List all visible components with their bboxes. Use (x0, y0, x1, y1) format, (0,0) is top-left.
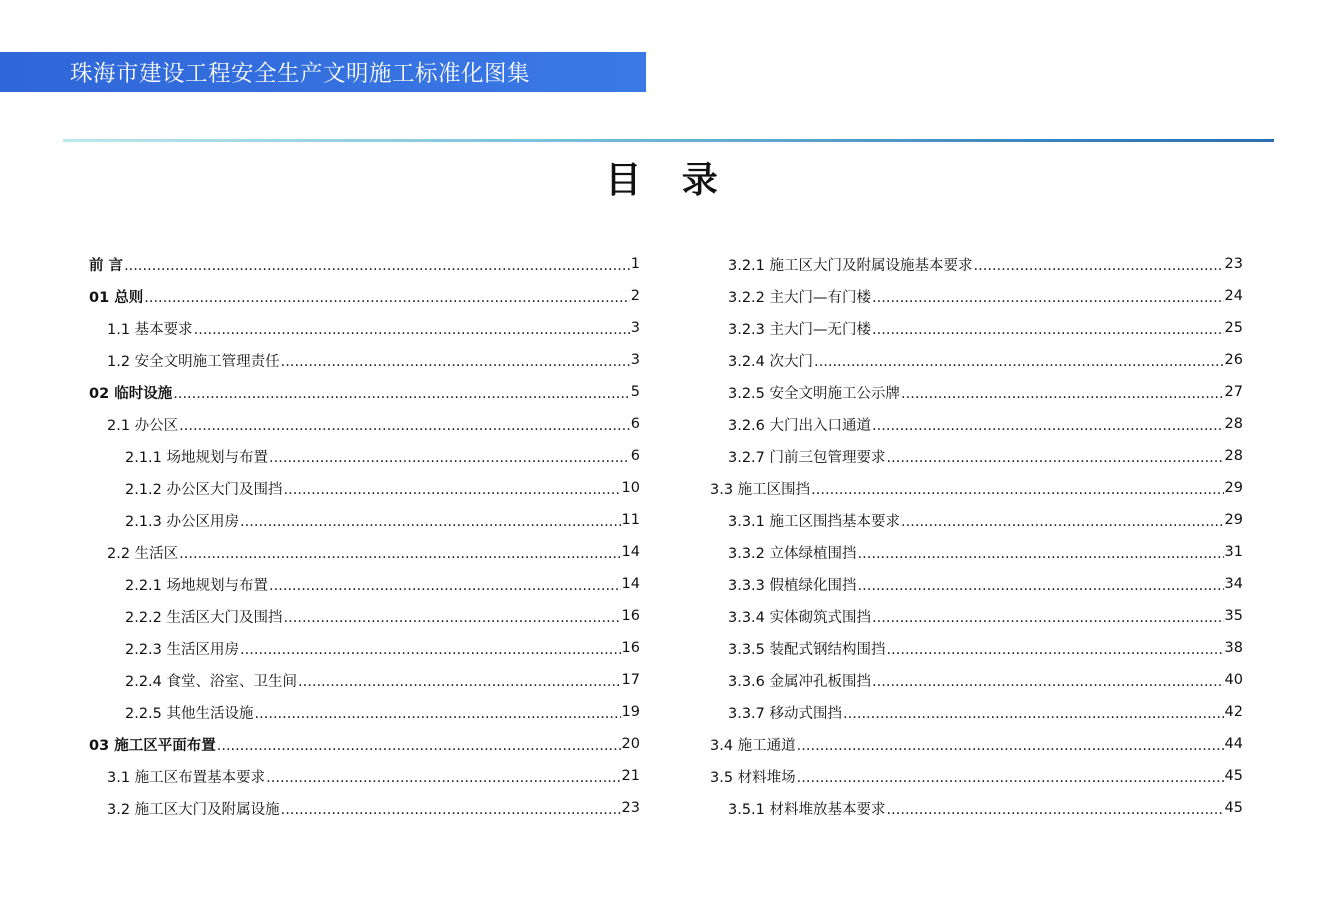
toc-entry[interactable] (89, 760, 640, 792)
toc-entry-label: 3.3.5 装配式钢结构围挡 (728, 641, 886, 658)
toc-entry[interactable] (710, 632, 1243, 664)
toc-entry[interactable] (89, 376, 640, 408)
dot-leader (858, 578, 1224, 594)
toc-entry-label: 3.2.4 次大门 (728, 353, 814, 370)
toc-entry-page-number: 25 (1224, 320, 1243, 336)
dot-leader (179, 418, 630, 434)
toc-entry-page-number: 11 (621, 512, 640, 528)
toc-entry-label: 3.5 材料堆场 (710, 769, 796, 786)
header-divider (63, 139, 1274, 142)
toc-entry[interactable] (710, 408, 1243, 440)
toc-entry-page-number: 28 (1224, 416, 1243, 432)
toc-entry[interactable] (89, 792, 640, 824)
toc-entry[interactable] (89, 504, 640, 536)
toc-entry[interactable] (710, 376, 1243, 408)
toc-entry-page-number: 5 (630, 384, 640, 400)
toc-entry-page-number: 31 (1224, 544, 1243, 560)
toc-entry[interactable] (710, 792, 1243, 824)
toc-entry[interactable] (89, 280, 640, 312)
toc-entry-page-number: 6 (630, 448, 640, 464)
dot-leader (179, 546, 620, 562)
toc-entry[interactable] (89, 568, 640, 600)
toc-entry-label: 3.4 施工通道 (710, 737, 796, 754)
dot-leader (887, 642, 1224, 658)
toc-entry-page-number: 45 (1224, 768, 1243, 784)
toc-entry[interactable] (710, 312, 1243, 344)
toc-entry-label: 3.2.7 门前三包管理要求 (728, 449, 886, 466)
toc-entry-page-number: 23 (621, 800, 640, 816)
dot-leader (872, 322, 1224, 338)
dot-leader (240, 514, 621, 530)
dot-leader (266, 770, 620, 786)
dot-leader (281, 802, 621, 818)
toc-entry[interactable] (710, 504, 1243, 536)
toc-entry-label: 1.2 安全文明施工管理责任 (107, 353, 280, 370)
toc-entry-label: 1.1 基本要求 (107, 321, 193, 338)
toc-entry[interactable] (89, 472, 640, 504)
toc-entry[interactable] (710, 600, 1243, 632)
toc-entry-label: 3.2.6 大门出入口通道 (728, 417, 872, 434)
toc-left-column (89, 248, 640, 824)
dot-leader (814, 354, 1224, 370)
dot-leader (298, 674, 621, 690)
toc-entry-page-number: 29 (1224, 512, 1243, 528)
toc-entry-page-number: 35 (1224, 608, 1243, 624)
dot-leader (887, 450, 1224, 466)
dot-leader (255, 706, 621, 722)
toc-entry-label: 02 临时设施 (89, 385, 173, 402)
dot-leader (872, 290, 1224, 306)
toc-entry-label: 2.2.2 生活区大门及围挡 (125, 609, 283, 626)
toc-entry-page-number: 24 (1224, 288, 1243, 304)
toc-entry-label: 2.2 生活区 (107, 545, 179, 562)
toc-entry-page-number: 20 (621, 736, 640, 752)
toc-entry-label: 2.2.3 生活区用房 (125, 641, 240, 658)
dot-leader (284, 610, 621, 626)
toc-entry[interactable] (89, 664, 640, 696)
dot-leader (858, 546, 1224, 562)
toc-entry-label: 3.2.3 主大门—无门楼 (728, 321, 872, 338)
dot-leader (872, 418, 1224, 434)
toc-entry-page-number: 28 (1224, 448, 1243, 464)
toc-entry-page-number: 19 (621, 704, 640, 720)
toc-entry-label: 2.2.1 场地规划与布置 (125, 577, 269, 594)
toc-entry-page-number: 40 (1224, 672, 1243, 688)
toc-right-column (710, 248, 1243, 824)
toc-entry[interactable] (710, 536, 1243, 568)
toc-entry-page-number: 3 (630, 320, 640, 336)
toc-entry-label: 03 施工区平面布置 (89, 737, 216, 754)
toc-title: 目 录 (605, 160, 732, 201)
toc-entry-label: 2.1.3 办公区用房 (125, 513, 240, 530)
toc-entry-page-number: 17 (621, 672, 640, 688)
toc-entry-label: 3.2.1 施工区大门及附属设施基本要求 (728, 257, 973, 274)
toc-entry[interactable] (710, 472, 1243, 504)
toc-entry-page-number: 3 (630, 352, 640, 368)
toc-entry-label: 3.3 施工区围挡 (710, 481, 811, 498)
dot-leader (281, 354, 630, 370)
toc-entry-page-number: 21 (621, 768, 640, 784)
dot-leader (872, 610, 1224, 626)
toc-entry[interactable] (89, 248, 640, 280)
toc-entry[interactable] (710, 568, 1243, 600)
toc-entry-page-number: 34 (1224, 576, 1243, 592)
dot-leader (124, 258, 630, 274)
dot-leader (269, 450, 630, 466)
toc-entry[interactable] (710, 664, 1243, 696)
toc-entry-page-number: 16 (621, 640, 640, 656)
toc-entry[interactable] (89, 632, 640, 664)
toc-entry-label: 3.3.1 施工区围挡基本要求 (728, 513, 901, 530)
toc-entry-label: 3.3.7 移动式围挡 (728, 705, 843, 722)
toc-entry-label: 2.1.2 办公区大门及围挡 (125, 481, 283, 498)
toc-entry[interactable] (89, 600, 640, 632)
toc-entry-label: 01 总则 (89, 289, 144, 306)
toc-entry-page-number: 38 (1224, 640, 1243, 656)
toc-entry-label: 3.3.4 实体砌筑式围挡 (728, 609, 872, 626)
dot-leader (901, 514, 1224, 530)
dot-leader (284, 482, 621, 498)
dot-leader (797, 738, 1224, 754)
dot-leader (269, 578, 621, 594)
dot-leader (240, 642, 621, 658)
toc-entry[interactable] (89, 728, 640, 760)
toc-entry-label: 前 言 (89, 257, 124, 274)
toc-entry[interactable] (710, 440, 1243, 472)
toc-entry-label: 3.3.3 假植绿化围挡 (728, 577, 857, 594)
dot-leader (843, 706, 1224, 722)
toc-entry[interactable] (710, 728, 1243, 760)
dot-leader (194, 322, 630, 338)
dot-leader (797, 770, 1224, 786)
toc-entry[interactable] (710, 248, 1243, 280)
document-series-title: 珠海市建设工程安全生产文明施工标准化图集 (70, 61, 531, 87)
dot-leader (173, 386, 630, 402)
dot-leader (144, 290, 630, 306)
toc-entry-page-number: 23 (1224, 256, 1243, 272)
toc-entry-page-number: 14 (621, 544, 640, 560)
toc-entry[interactable] (89, 536, 640, 568)
toc-entry-page-number: 6 (630, 416, 640, 432)
toc-entry[interactable] (89, 440, 640, 472)
dot-leader (872, 674, 1224, 690)
dot-leader (901, 386, 1224, 402)
toc-entry-label: 2.2.4 食堂、浴室、卫生间 (125, 673, 298, 690)
toc-entry[interactable] (710, 696, 1243, 728)
toc-entry-page-number: 27 (1224, 384, 1243, 400)
toc-entry-page-number: 14 (621, 576, 640, 592)
dot-leader (974, 258, 1224, 274)
toc-entry-page-number: 44 (1224, 736, 1243, 752)
toc-entry[interactable] (710, 280, 1243, 312)
toc-entry-label: 2.1 办公区 (107, 417, 179, 434)
toc-entry-page-number: 29 (1224, 480, 1243, 496)
toc-entry-page-number: 2 (630, 288, 640, 304)
toc-entry-label: 3.2 施工区大门及附属设施 (107, 801, 280, 818)
toc-entry-label: 3.3.2 立体绿植围挡 (728, 545, 857, 562)
toc-entry-label: 3.5.1 材料堆放基本要求 (728, 801, 886, 818)
toc-entry[interactable] (89, 312, 640, 344)
toc-entry-label: 3.1 施工区布置基本要求 (107, 769, 266, 786)
toc-entry[interactable] (89, 408, 640, 440)
toc-entry-page-number: 45 (1224, 800, 1243, 816)
dot-leader (811, 482, 1223, 498)
header-banner (0, 52, 646, 92)
toc-entry-label: 3.2.2 主大门—有门楼 (728, 289, 872, 306)
toc-entry-label: 2.2.5 其他生活设施 (125, 705, 254, 722)
toc-entry-label: 2.1.1 场地规划与布置 (125, 449, 269, 466)
toc-entry[interactable] (710, 344, 1243, 376)
toc-entry-page-number: 16 (621, 608, 640, 624)
dot-leader (887, 802, 1224, 818)
toc-entry-page-number: 42 (1224, 704, 1243, 720)
toc-entry[interactable] (89, 344, 640, 376)
toc-entry-page-number: 26 (1224, 352, 1243, 368)
toc-entry-label: 3.3.6 金属冲孔板围挡 (728, 673, 872, 690)
dot-leader (217, 738, 621, 754)
toc-entry[interactable] (710, 760, 1243, 792)
toc-entry-label: 3.2.5 安全文明施工公示牌 (728, 385, 901, 402)
toc-entry-page-number: 10 (621, 480, 640, 496)
toc-entry[interactable] (89, 696, 640, 728)
toc-entry-page-number: 1 (630, 256, 640, 272)
